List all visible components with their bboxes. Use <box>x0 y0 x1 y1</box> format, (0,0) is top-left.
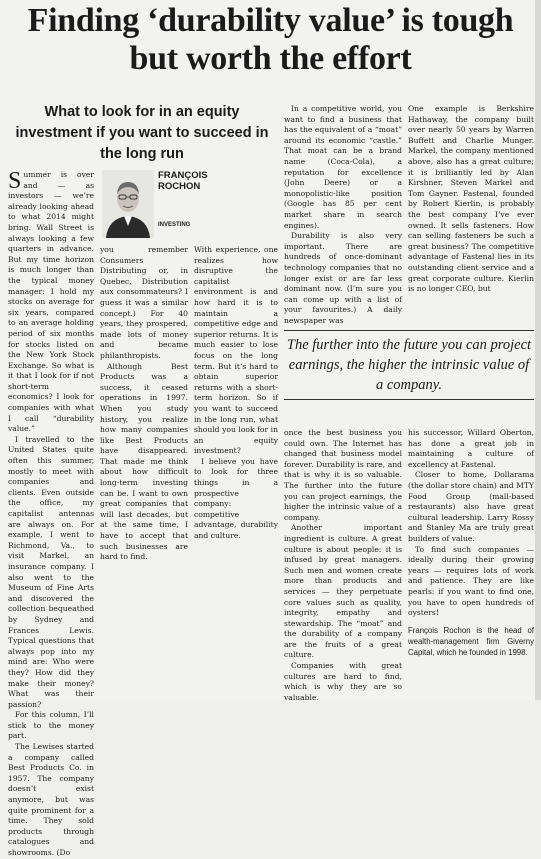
byline <box>158 170 208 228</box>
column-2b <box>194 245 278 670</box>
paragraph: Closer to home, Dollarama (the dollar store chain) and MTY Food Group (mall-based restaurants) also have great cultural leadership. Larry Rossy and Stanley Ma are truly great builders of value. <box>408 470 534 543</box>
paragraph: In a competitive world, you want to find a business that has the equivalent of a “moat” around its economic “castle.” That moat can be a brand name (Coca-Cola), a reputation for excellence (John Deere) or a monopolistic-like position (Google has 85 per cent market share in search engines). <box>284 104 402 230</box>
column-1 <box>8 168 94 857</box>
scan-edge <box>535 0 541 700</box>
headline: Finding ‘durability value’ is tough but worth the effort <box>27 2 514 77</box>
column-6 <box>408 428 534 673</box>
paragraph: you remember Consumers Distributing or, in Quebec, Distribution aux consommateurs? I guess it was a similar concept.) For 40 years, they prospered, made lots of money and became philanthropists. <box>100 245 188 360</box>
column-3 <box>284 104 402 325</box>
author-last-name: ROCHON <box>158 181 201 192</box>
paragraph: once the best business you could own. The Internet has changed that business model forever. Durability is rare, and that is why it is so valuable. The further into the future you can project earnings, the higher the intrinsic value of a company. <box>284 428 402 522</box>
paragraph: For this column, I’ll stick to the money part. <box>8 710 94 741</box>
paragraph: I believe you have to look for three things in a prospective company: competitive advantage, durability and culture. <box>194 456 278 541</box>
author-first-name: FRANÇOIS <box>158 170 208 181</box>
author-photo <box>102 170 154 238</box>
paragraph: With experience, one realizes how disruptive the capitalist environment is and how hard it is to maintain a competitive edge and superior returns. It is much easier to lose focus on the long term. But it’s hard to obtain superior returns with a short-term horizon. So if you want to succeed in the long run, what should you look for in an equity investment? <box>194 245 278 456</box>
column-2 <box>100 245 188 670</box>
column-4 <box>408 104 534 322</box>
drop-cap: S <box>8 168 22 194</box>
paragraph: Summer is over and — as investors — we’re already looking ahead to what 2014 might bring. Wall Street is always looking a few quarters in advance. But my time horizon is much longer than the typical money manager: I hold my stocks on average for six years, compared to an average holding period of six months for stocks listed on the New York Stock Exchange. So what is it that I look for if not short-term economics? I look for companies with what I call “durability value.” <box>8 168 94 434</box>
paragraph: his successor, Willard Oberton, has done a great job in maintaining a culture of excellency at Fastenal. <box>408 428 534 469</box>
paragraph: I travelled to the United States quite often this summer, mostly to meet with companies and clients. Even outside the office, my capitalist antennas are always on. For example, I went to Richmond, Va., to visit Markel, an insurance company. I also went to the Museum of Fine Arts and discovered the collection bequeathed by Sydney and Frances Lewis. Typical questions that always pop into my mind are: Who were they? How did they make their money? What was their passion? <box>8 434 94 709</box>
paragraph: The Lewises started a company called Best Products Co. in 1957. The company doesn’t exist anymore, but was quite prominent for a time. They sold products through catalogues and showrooms. (Do <box>8 742 94 857</box>
column-5 <box>284 428 402 702</box>
deck: What to look for in an equity investment if you want to succeed in the long run <box>15 104 269 162</box>
paragraph: One example is Berkshire Hathaway, the company built over nearly 50 years by Warren Buffett and Charlie Munger. Markel, the company mentioned above, also has a great culture; it is brilliantly led by Alan Kirshner, Steven Markel and Tom Gayner. Fastenal, founded by Robert Kierlin, is probably the best company I’ve ever owned. It sells fasteners. How can selling fasteners be such a great business? The competitive advantage of Fastenal lies in its outstanding client service and a great corporate culture. Kierlin is no longer CEO, but <box>408 104 534 294</box>
section-label: INVESTING <box>158 222 191 228</box>
author-portrait-icon <box>102 170 154 238</box>
paragraph: Companies with great cultures are hard to find, which is why they are so valuable. <box>284 661 402 702</box>
paragraph: To find such companies — ideally during their growing years — requires lots of work and patience. They are like pearls: if you want to find one, you have to open hundreds of oysters! <box>408 544 534 618</box>
paragraph: Although Best Products was a success, it ceased operations in 1997. When you study history, you realize how many companies like Best Products have disappeared. That made me think about how difficult long-term investing can be. I want to own great companies that will last decades, but at the same time, I have to accept that such businesses are hard to find. <box>100 361 188 562</box>
paragraph: Another important ingredient is culture. A great culture is about people: it is infused by great managers. Such men and women create more than products and services — they perpetuate core values such as quality, integrity, empathy and stewardship. The “moat” and the durability of a company are the fruits of a great culture. <box>284 523 402 660</box>
pull-quote: The further into the future you can project earnings, the higher the intrinsic value of a company. <box>284 330 534 400</box>
paragraph: Durability is also very important. There are hundreds of once-dominant technology companies that no longer exist or are far less dominant now. (I’m sure you can come up with a list of your favourites.) A daily newspaper was <box>284 231 402 325</box>
author-bio: François Rochon is the head of wealth-management firm Giverny Capital, which he founded in 1998. <box>408 625 534 657</box>
